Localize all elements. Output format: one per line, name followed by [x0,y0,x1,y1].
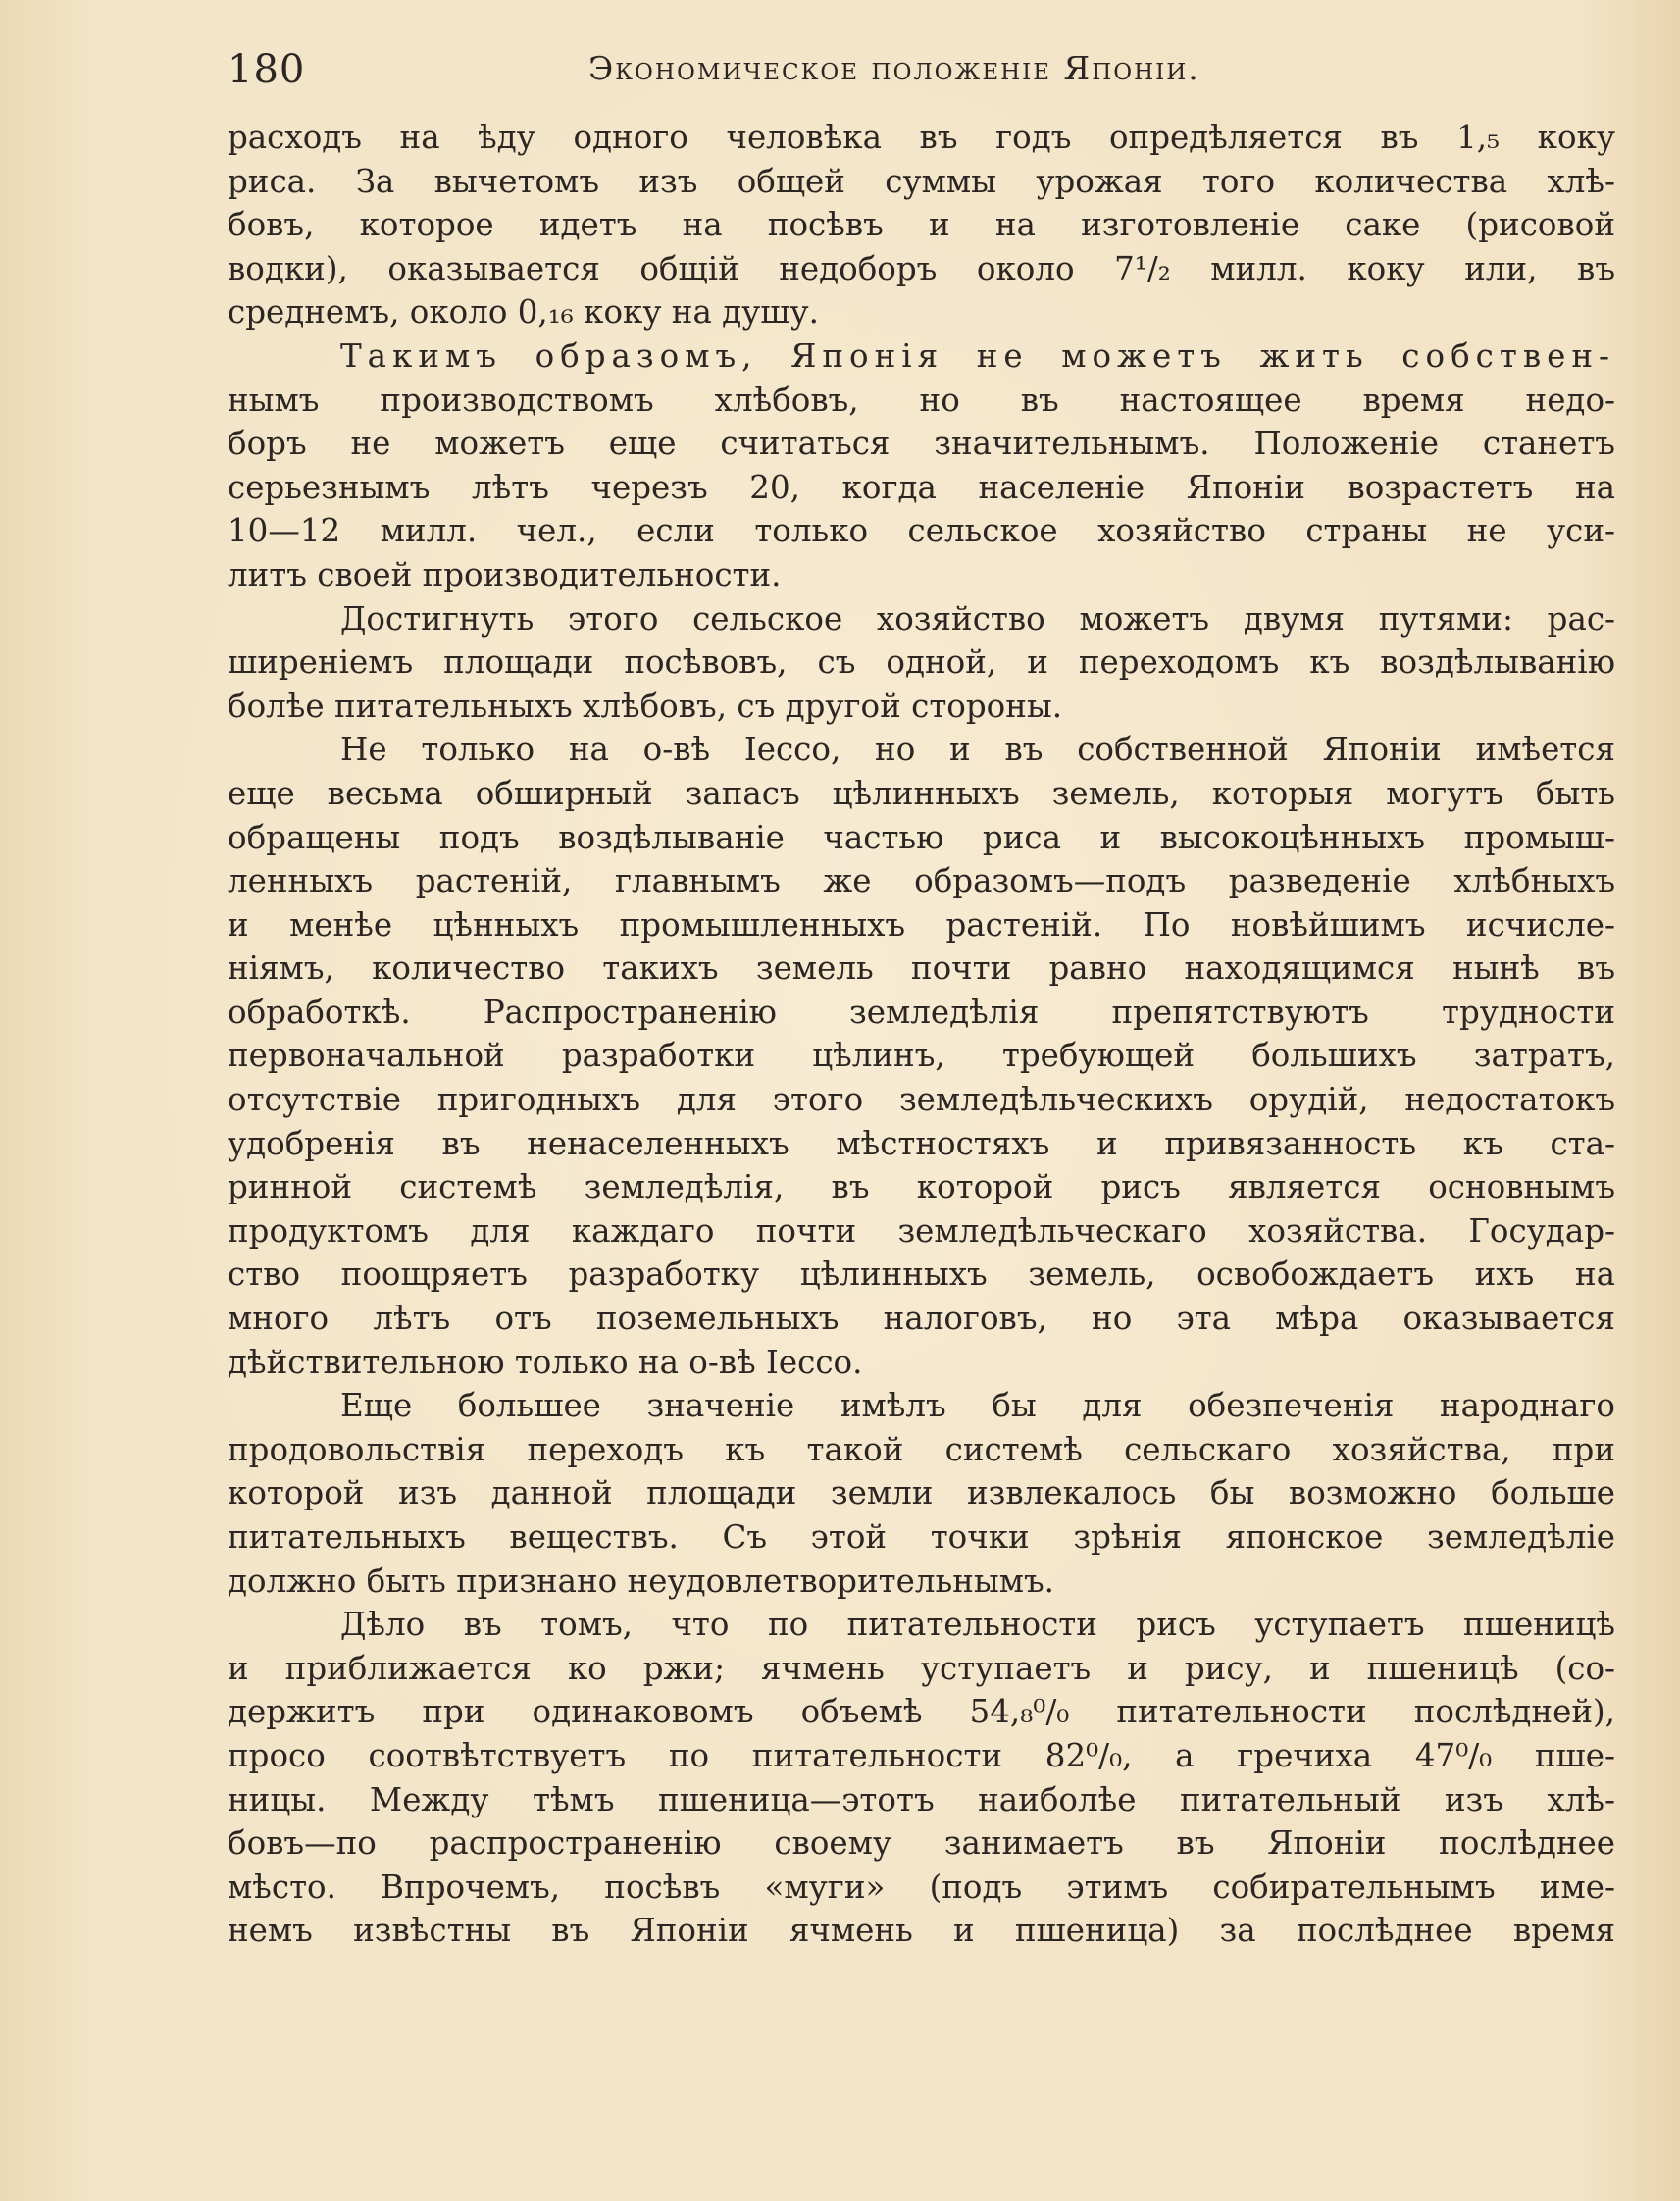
text-line: просо соотвѣтствуетъ по питательности 82⁰/₀, а гречиха 47⁰/₀ пше- [228,1736,1615,1774]
text-line: ство поощряетъ разработку цѣлинныхъ земель, освобождаетъ ихъ на [228,1255,1615,1294]
text-line: риса. За вычетомъ изъ общей суммы урожая того количества хлѣ- [228,162,1615,200]
page-header [228,41,1615,100]
text-line: много лѣтъ отъ поземельныхъ налоговъ, но эта мѣра оказывается [228,1300,1615,1338]
text-line: ницы. Между тѣмъ пшеница—этотъ наиболѣе питательный изъ хлѣ- [228,1780,1615,1818]
text-line: Такимъ образомъ, Японія не можетъ жить собствен- [340,336,1615,375]
text-line: шиpеніемъ площади посѣвовъ, съ одной, и переходомъ къ воздѣлыванію [228,643,1615,682]
text-line: немъ извѣстны въ Японіи ячмень и пшеница) за послѣднее время [228,1912,1615,1950]
text-line: мѣсто. Впрочемъ, посѣвъ «муги» (подъ этимъ собирательнымъ име- [228,1868,1615,1906]
paragraph [228,1384,1615,1603]
paragraph [228,334,1615,597]
text-line: серьезнымъ лѣтъ черезъ 20, когда населеніе Японіи возрастетъ на [228,468,1615,506]
text-line: нымъ производствомъ хлѣбовъ, но въ настоящее время недо- [228,381,1615,419]
paragraph [228,116,1615,334]
page-number: 180 [228,47,306,92]
text-line: отсутствіе пригодныхъ для этого земледѣльческихъ орудій, недостатокъ [228,1081,1615,1119]
text-line: бовъ, которое идетъ на посѣвъ и на изготовленіе саке (рисовой [228,206,1615,244]
text-line: обработкѣ. Распространенію земледѣлія препятствуютъ трудности [228,993,1615,1031]
text-line: Еще большее значеніе имѣлъ бы для обезпеченія народнаго [340,1387,1615,1425]
text-line: ніямъ, количество такихъ земель почти равно находящимся нынѣ въ [228,949,1615,988]
text-line: 10—12 милл. чел., если только сельское хозяйство страны не уси- [228,512,1615,550]
running-head: Экономическое положеніе Японіи. [588,49,1200,87]
text-line: первоначальной разработки цѣлинъ, требующей большихъ затратъ, [228,1037,1615,1075]
text-line: бовъ—по распространенію своему занимаетъ въ Японіи послѣднее [228,1824,1615,1863]
text-line: Дѣло въ томъ, что по питательности рисъ уступаетъ пшеницѣ [340,1606,1615,1644]
text-line: болѣе питательныхъ хлѣбовъ, съ другой стороны. [228,687,1063,725]
paragraph [228,728,1615,1384]
text-line: удобренія въ ненаселенныхъ мѣстностяхъ и привязанность къ ста- [228,1124,1615,1162]
text-line: питательныхъ веществъ. Съ этой точки зрѣнія японское земледѣліе [228,1518,1615,1556]
text-line: водки), оказывается общій недоборъ около 7¹/₂ милл. коку или, въ [228,249,1615,287]
text-line: держитъ при одинаковомъ объемѣ 54,₈⁰/₀ питательности послѣдней), [228,1693,1615,1731]
text-line: которой изъ данной площади земли извлекалось бы возможно больше [228,1474,1615,1512]
text-line: продуктомъ для каждаго почти земледѣльческаго хозяйства. Государ- [228,1211,1615,1250]
text-line: ринной системѣ земледѣлія, въ которой рисъ является основнымъ [228,1168,1615,1206]
body-text [228,116,1615,1953]
text-line: Достигнуть этого сельское хозяйство можетъ двумя путями: рас- [340,599,1615,638]
text-line: и приближается ко ржи; ячмень уступаетъ и рису, и пшеницѣ (со- [228,1649,1615,1687]
text-line: боръ не можетъ еще считаться значительнымъ. Положеніе станетъ [228,425,1615,463]
text-line: и менѣе цѣнныхъ промышленныхъ растеній. По новѣйшимъ исчисле- [228,905,1615,944]
text-line: расходъ на ѣду одного человѣка въ годъ опредѣляется въ 1,₅ коку [228,119,1615,156]
text-line: дѣйствительною только на о-вѣ Іессо. [228,1343,863,1381]
text-line: должно быть признано неудовлетворительнымъ. [228,1561,1055,1600]
text-line: литъ своей производительности. [228,555,782,593]
text-line: среднемъ, около 0,₁₆ коку на душу. [228,293,819,332]
text-line: обращены подъ воздѣлываніе частью риса и высокоцѣнныхъ промыш- [228,818,1615,856]
paragraph [228,597,1615,729]
text-line: ленныхъ растеній, главнымъ же образомъ—подъ разведеніе хлѣбныхъ [228,862,1615,900]
paragraph [228,1603,1615,1953]
text-line: Не только на о-вѣ Іессо, но и въ собственной Японіи имѣется [340,731,1615,769]
text-line: еще весьма обширный запасъ цѣлинныхъ земель, которыя могутъ быть [228,774,1615,812]
text-line: продовольствія переходъ къ такой системѣ сельскаго хозяйства, при [228,1430,1615,1468]
